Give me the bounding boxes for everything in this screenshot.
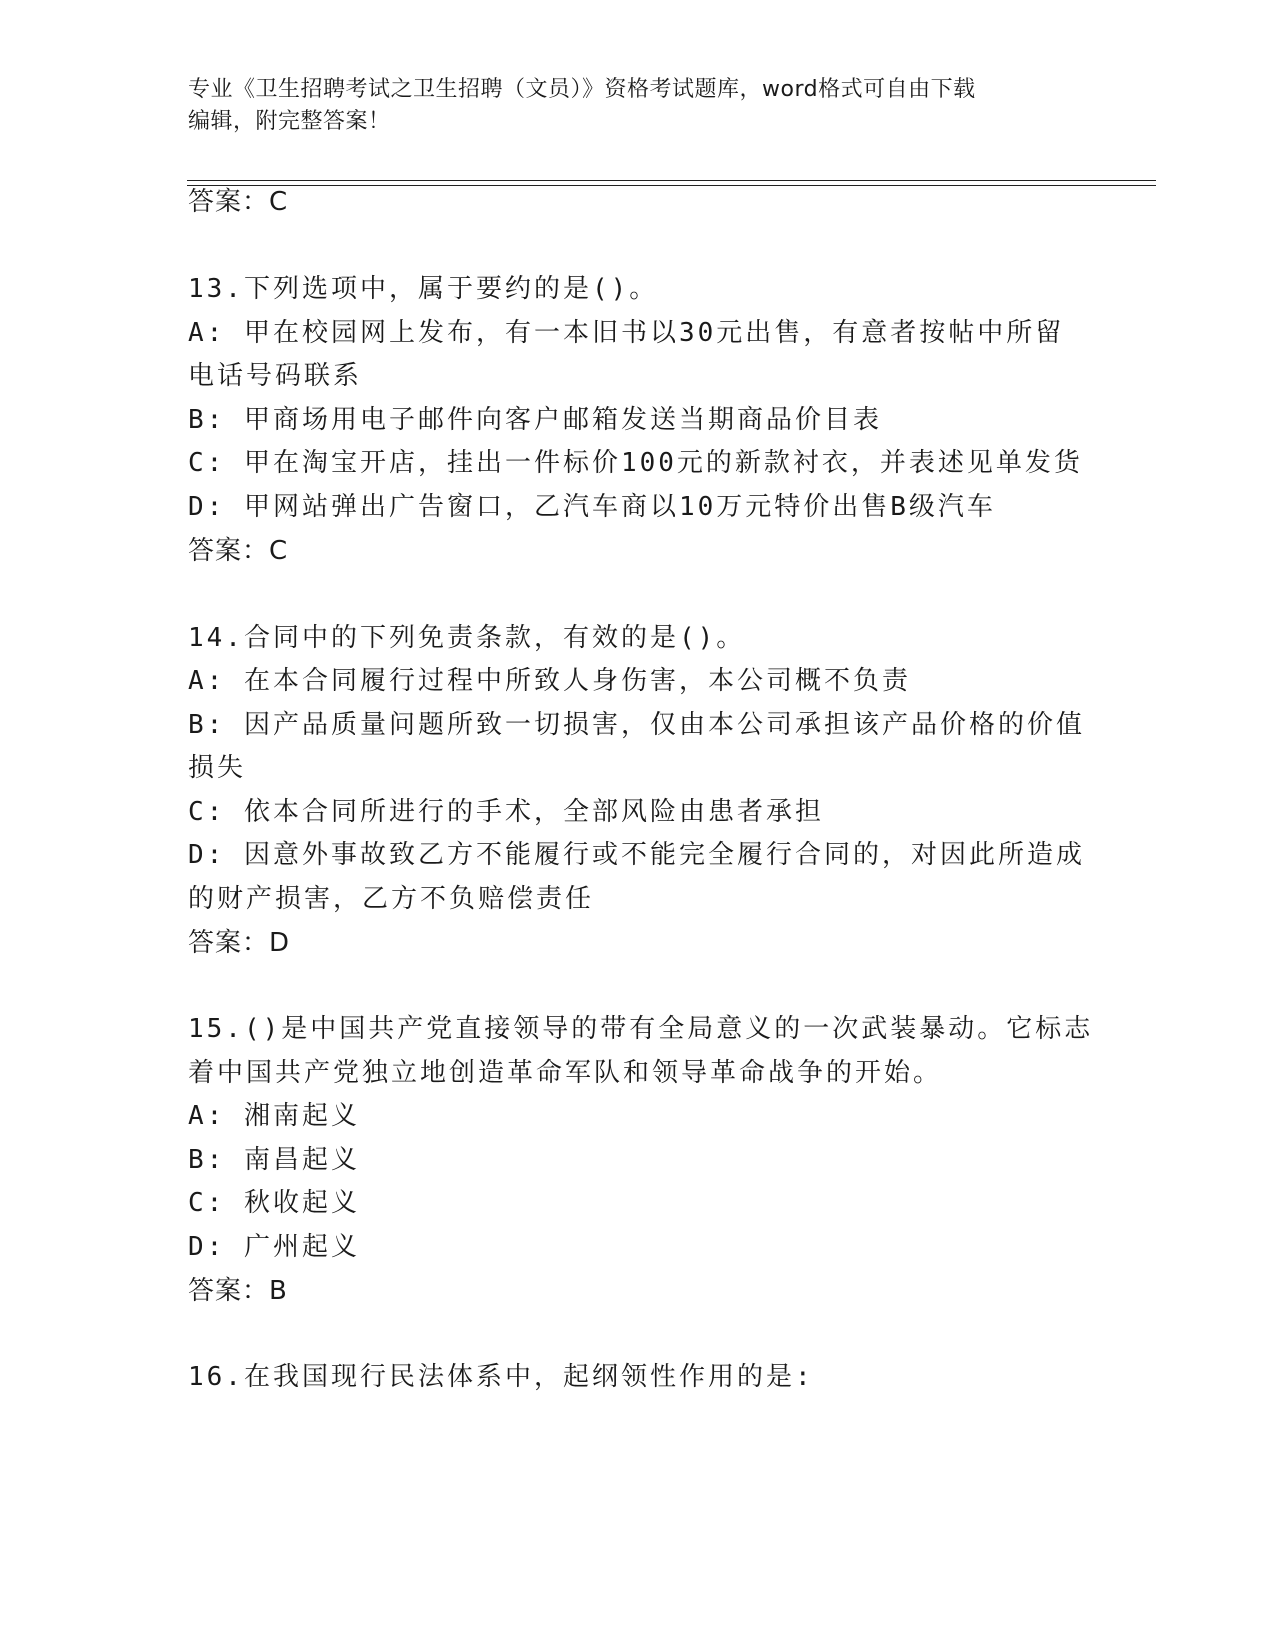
- question-14-option-b-cont: 损失: [188, 753, 247, 783]
- question-13-option-d: D: 甲网站弹出广告窗口，乙汽车商以10万元特价出售B级汽车: [188, 492, 996, 522]
- question-14-option-b: B: 因产品质量问题所致一切损害，仅由本公司承担该产品价格的价值: [188, 710, 1085, 740]
- question-15-answer: 答案：B: [188, 1276, 288, 1306]
- question-14-option-d: D: 因意外事故致乙方不能履行或不能完全履行合同的，对因此所造成: [188, 840, 1085, 870]
- question-13-option-a-cont: 电话号码联系: [188, 361, 363, 391]
- header-divider-top: [187, 180, 1156, 181]
- question-14-option-c: C: 依本合同所进行的手术，全部风险由患者承担: [188, 797, 824, 827]
- answer-previous: 答案：C: [188, 187, 289, 217]
- question-16-stem: 16.在我国现行民法体系中，起纲领性作用的是:: [188, 1362, 814, 1392]
- question-13-option-c: C: 甲在淘宝开店，挂出一件标价100元的新款衬衣，并表述见单发货: [188, 448, 1083, 478]
- question-15-option-b: B: 南昌起义: [188, 1145, 360, 1175]
- question-14-answer: 答案：D: [188, 928, 291, 958]
- question-13-answer: 答案：C: [188, 536, 289, 566]
- question-15-option-d: D: 广州起义: [188, 1232, 360, 1262]
- header-divider-bottom: [187, 185, 1156, 186]
- question-15-option-c: C: 秋收起义: [188, 1188, 360, 1218]
- question-14-option-d-cont: 的财产损害，乙方不负赔偿责任: [188, 884, 595, 914]
- question-13-option-a: A: 甲在校园网上发布，有一本旧书以30元出售，有意者按帖中所留: [188, 318, 1065, 348]
- question-14-stem: 14.合同中的下列免责条款，有效的是()。: [188, 623, 746, 653]
- document-header: [188, 74, 1088, 138]
- question-14-option-a: A: 在本合同履行过程中所致人身伤害，本公司概不负责: [188, 666, 911, 696]
- question-13-stem: 13.下列选项中，属于要约的是()。: [188, 274, 659, 304]
- header-title-line-1: 专业《卫生招聘考试之卫生招聘（文员）》资格考试题库，word格式可自由下载: [188, 77, 976, 102]
- question-15-option-a: A: 湘南起义: [188, 1101, 360, 1131]
- question-15-stem: 15.()是中国共产党直接领导的带有全局意义的一次武装暴动。它标志: [188, 1014, 1094, 1044]
- question-13-option-b: B: 甲商场用电子邮件向客户邮箱发送当期商品价目表: [188, 405, 882, 435]
- header-title-line-2: 编辑，附完整答案！: [188, 109, 391, 134]
- question-15-stem-cont: 着中国共产党独立地创造革命军队和领导革命战争的开始。: [188, 1058, 943, 1088]
